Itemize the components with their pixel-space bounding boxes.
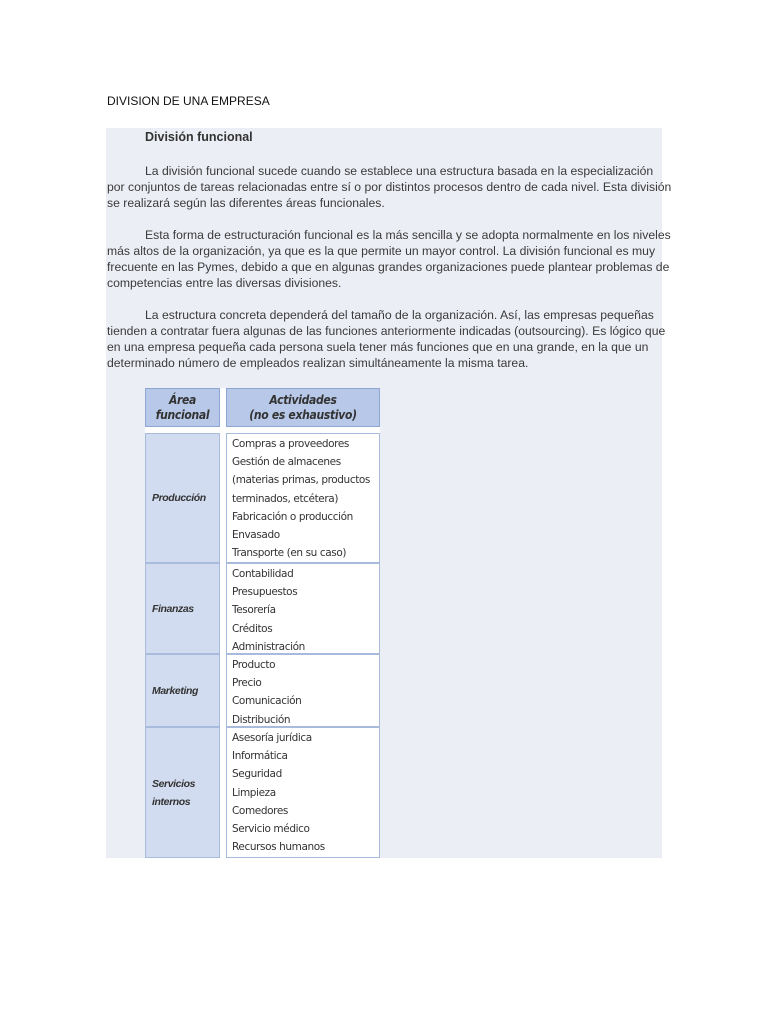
header-area-line: Área bbox=[168, 392, 197, 407]
activities-cell-line: Tesorería bbox=[232, 604, 276, 617]
paragraph bbox=[107, 227, 671, 291]
paragraph-line: por conjuntos de tareas relacionadas entre sí o por distintos procesos dentro de cada nivel. Esta división bbox=[107, 180, 672, 194]
paragraph-line: se realizará según las diferentes áreas funcionales. bbox=[107, 196, 385, 210]
header-area-line: funcional bbox=[155, 407, 210, 422]
area-cell bbox=[145, 433, 220, 563]
area-cell bbox=[145, 727, 220, 858]
activities-cell-line: Transporte (en su caso) bbox=[232, 547, 347, 560]
area-cell-line: Finanzas bbox=[152, 602, 194, 615]
activities-cell-line: Limpieza bbox=[232, 786, 276, 799]
paragraph-line: competencias entre las diversas divisiones. bbox=[107, 276, 342, 290]
activities-cell-line: Contabilidad bbox=[232, 568, 294, 580]
area-cell-line: Producción bbox=[152, 492, 206, 504]
activities-cell-line: Distribución bbox=[232, 713, 291, 726]
activities-cell-line: Presupuestos bbox=[232, 586, 298, 599]
header-activities-line: Actividades bbox=[269, 392, 337, 407]
activities-cell bbox=[226, 654, 380, 727]
activities-cell-line: Informática bbox=[232, 750, 288, 763]
activities-cell-line: Gestión de almacenes bbox=[232, 456, 341, 469]
paragraph-line: La división funcional sucede cuando se establece una estructura basada en la especialización bbox=[145, 164, 654, 178]
header-activities-line: (no es exhaustivo) bbox=[249, 407, 357, 422]
activities-cell-line: Administración bbox=[232, 640, 305, 653]
activities-cell-line: Recursos humanos bbox=[232, 841, 325, 854]
area-cell bbox=[145, 654, 220, 727]
activities-cell-line: terminados, etcétera) bbox=[232, 492, 339, 505]
activities-cell-line: Compras a proveedores bbox=[232, 438, 349, 450]
header-activities bbox=[226, 388, 380, 427]
paragraph-line: determinado número de empleados realizan simultáneamente la misma tarea. bbox=[107, 356, 529, 370]
activities-cell-line: Comunicación bbox=[232, 695, 302, 708]
area-cell-line: Servicios bbox=[152, 777, 196, 790]
activities-cell-line: Servicio médico bbox=[232, 823, 310, 836]
activities-cell-line: Fabricación o producción bbox=[232, 510, 353, 523]
functional-areas-table bbox=[145, 388, 380, 858]
paragraph-line: en una empresa pequeña cada persona suela tener más funciones que en una grande, en la que un bbox=[107, 340, 649, 354]
activities-cell bbox=[226, 727, 380, 858]
activities-cell-line: Producto bbox=[232, 659, 276, 671]
activities-cell bbox=[226, 433, 380, 563]
activities-cell-line: Comedores bbox=[232, 804, 288, 817]
paragraph-line: frecuente en las Pymes, debido a que en algunas grandes organizaciones puede plantear problemas de bbox=[107, 260, 670, 274]
activities-cell bbox=[226, 563, 380, 654]
paragraph-line: tienden a contratar fuera algunas de las funciones anteriormente indicadas (outsourcing). Es lógico que bbox=[107, 324, 666, 338]
paragraph-line: Esta forma de estructuración funcional es la más sencilla y se adopta normalmente en los niveles bbox=[145, 228, 671, 242]
area-cell-line: internos bbox=[152, 795, 191, 808]
activities-cell-line: (materias primas, productos bbox=[232, 474, 370, 487]
paragraph-line: La estructura concreta dependerá del tamaño de la organización. Así, las empresas pequeñas bbox=[145, 308, 654, 322]
activities-cell-line: Créditos bbox=[232, 622, 273, 635]
paragraph-line: más altos de la organización, ya que es la que permite un mayor control. La división funcional es muy bbox=[107, 244, 656, 258]
activities-cell-line: Precio bbox=[232, 677, 262, 690]
area-cell bbox=[145, 563, 220, 654]
activities-cell-line: Asesoría jurídica bbox=[232, 732, 312, 744]
document-title: DIVISION DE UNA EMPRESA bbox=[107, 94, 270, 108]
paragraph bbox=[107, 163, 671, 211]
activities-cell-line: Seguridad bbox=[232, 768, 282, 781]
activities-cell-line: Envasado bbox=[232, 529, 280, 542]
area-cell-line: Marketing bbox=[152, 684, 198, 697]
paragraph bbox=[107, 307, 665, 371]
section-heading: División funcional bbox=[145, 130, 253, 144]
header-area bbox=[145, 388, 220, 427]
